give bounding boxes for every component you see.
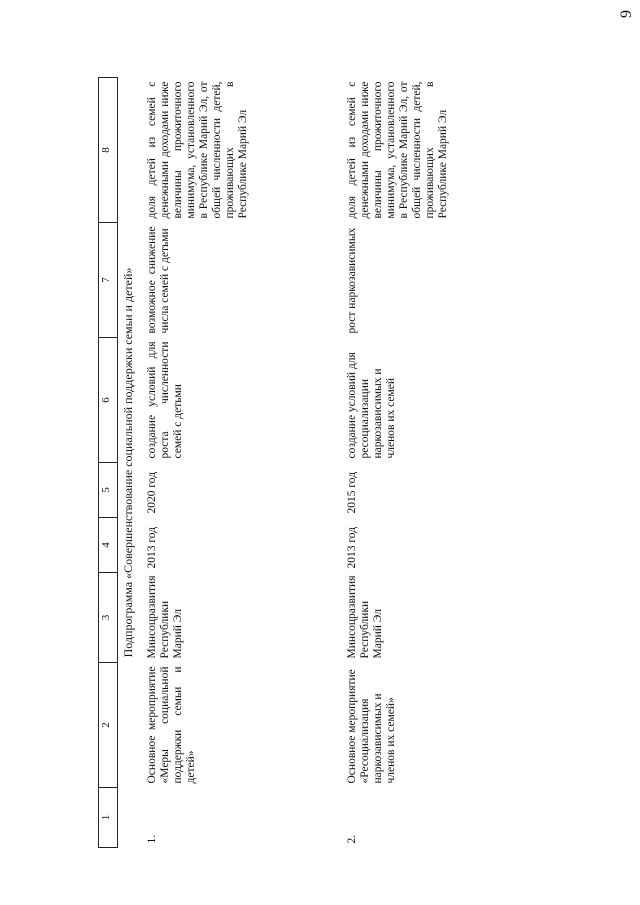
subprogram-title: Подпрограмма «Совершенствование социальной поддержки семьи и детей» [121, 267, 135, 658]
header-cell: 8 [99, 78, 118, 223]
consequence-cell: рост наркозависимых [346, 227, 358, 334]
indicator-cell: доля детей из семей с денежными доходами ниже величины прожиточного минимума, установленного в Республике Марий Эл, от общей численности детей, проживающих в Республике Марий Эл [346, 81, 449, 219]
header-cell: 5 [99, 463, 118, 518]
subprogram-row [118, 78, 144, 848]
executor-cell: Минсоцразвития Республики Марий Эл [346, 575, 384, 659]
measures-table [98, 77, 543, 848]
result-cell: создание условий для роста численности семей с детьми [146, 341, 184, 459]
start-cell: 2013 год [146, 526, 158, 569]
header-cell: 6 [99, 338, 118, 463]
row-number: 1. [146, 834, 158, 844]
consequence-cell: возможное снижение числа семей с детьми [146, 226, 171, 334]
result-cell: создание условий для ресоциализации наркозависимых и членов их семей [346, 352, 397, 459]
header-cell: 7 [99, 223, 118, 338]
page-number: 9 [618, 10, 635, 18]
header-row [99, 78, 118, 848]
row-number: 2. [346, 834, 358, 844]
header-cell: 2 [99, 663, 118, 788]
rotated-table-sheet [98, 78, 538, 848]
measure-cell: Основное мероприятие «Ресоциализация наркозависимых и членов их семей» [346, 669, 397, 784]
end-cell: 2020 год [146, 471, 158, 514]
header-cell: 3 [99, 573, 118, 663]
header-cell: 1 [99, 788, 118, 848]
header-cell: 4 [99, 518, 118, 573]
measure-cell: Основное мероприятие «Меры социальной поддержки семьи и детей» [146, 666, 197, 784]
indicator-cell: доля детей из семей с денежными доходами ниже величины прожиточного минимума, установленного в Республике Марий Эл, от общей численности детей, проживающих в Республике Марий Эл [146, 81, 249, 219]
executor-cell: Минсоцразвития Республики Марий Эл [146, 575, 184, 659]
start-cell: 2013 год [346, 526, 358, 569]
table-row [143, 78, 343, 848]
end-cell: 2015 год [346, 471, 358, 514]
table-row [343, 78, 543, 848]
